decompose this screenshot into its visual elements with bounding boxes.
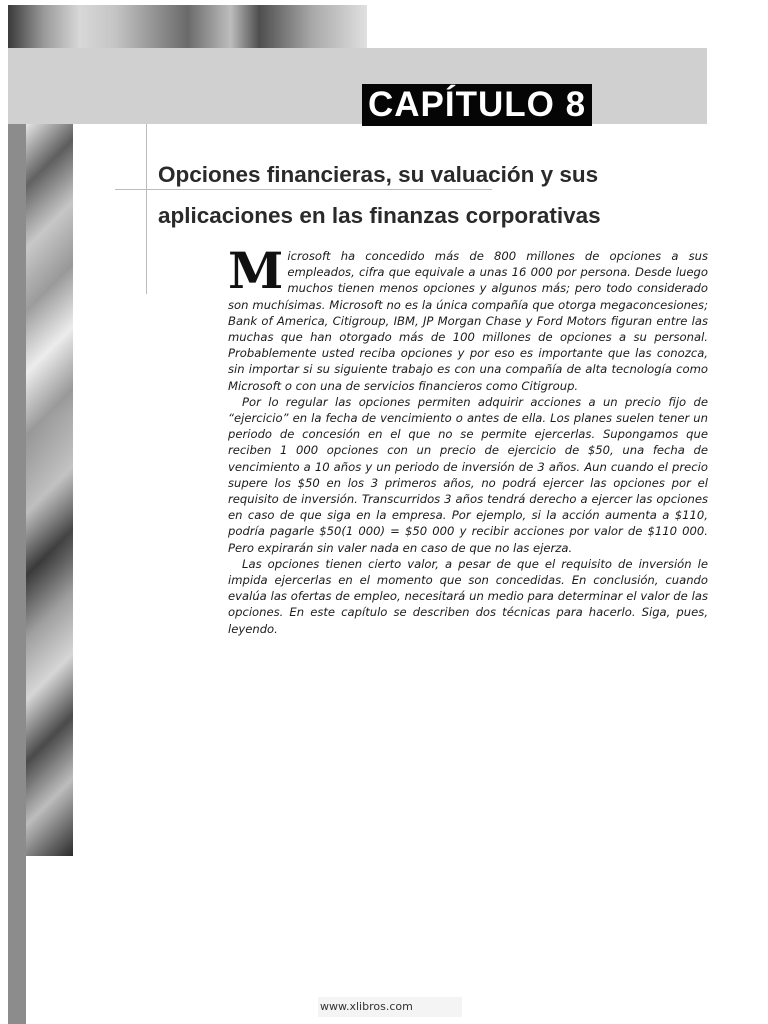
footer-url: www.xlibros.com	[318, 997, 462, 1017]
chapter-intro	[228, 241, 708, 637]
chapter-title	[158, 154, 698, 236]
header-photo	[8, 5, 367, 48]
drop-cap: M	[228, 241, 284, 300]
chapter-header-band	[8, 48, 707, 124]
paragraph-text: icrosoft ha concedido más de 800 millones de opciones a sus empleados, cifra que equivale a unas 16 000 por persona. Desde luego muchos tienen menos opciones y algunos más; pero todo considerado son muchísimas. Microsoft no es la única compañía que otorga megaconcesiones; Bank of America, Citigroup, IBM, JP Morgan Chase y Ford Motors figuran entre las muchas que han otorgado más de 100 millones de opciones a su personal. Probablemente usted reciba opciones y por eso es importante que las conozca, sin importar si su siguiente trabajo es con una compañía de alta tecnología como Microsoft o con una de servicios financieros como Citigroup.	[228, 249, 708, 393]
chapter-title-line-2: aplicaciones en las finanzas corporativas	[158, 203, 601, 228]
left-margin-bar	[8, 124, 26, 1024]
vertical-rule	[146, 124, 147, 294]
left-margin-photo	[26, 124, 73, 856]
intro-paragraph-3: Las opciones tienen cierto valor, a pesar de que el requisito de inversión le impida ejercerlas en el momento que son concedidas. En conclusión, cuando evalúa las ofertas de empleo, necesitará un medio para determinar el valor de las opciones. En este capítulo se describen dos técnicas para hacerlo. Siga, pues, leyendo.	[228, 556, 708, 636]
chapter-label: CAPÍTULO 8	[362, 84, 592, 126]
chapter-title-line-1: Opciones financieras, su valuación y sus	[158, 162, 599, 187]
intro-paragraph-2: Por lo regular las opciones permiten adquirir acciones a un precio fijo de “ejercicio” en la fecha de vencimiento o antes de ella. Los planes suelen tener un periodo de concesión en el que no se permite ejercerlas. Supongamos que reciben 1 000 opciones con un precio de ejercicio de $50, una fecha de vencimiento a 10 años y un periodo de inversión de 3 años. Aun cuando el precio supere los $50 en los 3 primeros años, no podrá ejercer las opciones por el requisito de inversión. Transcurridos 3 años tendrá derecho a ejercer las opciones en caso de que siga en la empresa. Por ejemplo, si la acción aumenta a $110, podría pagarle $50(1 000) = $50 000 y recibir acciones por valor de $110 000. Pero expirarán sin valer nada en caso de que no las ejerza.	[228, 394, 708, 555]
intro-paragraph-1	[228, 241, 708, 394]
